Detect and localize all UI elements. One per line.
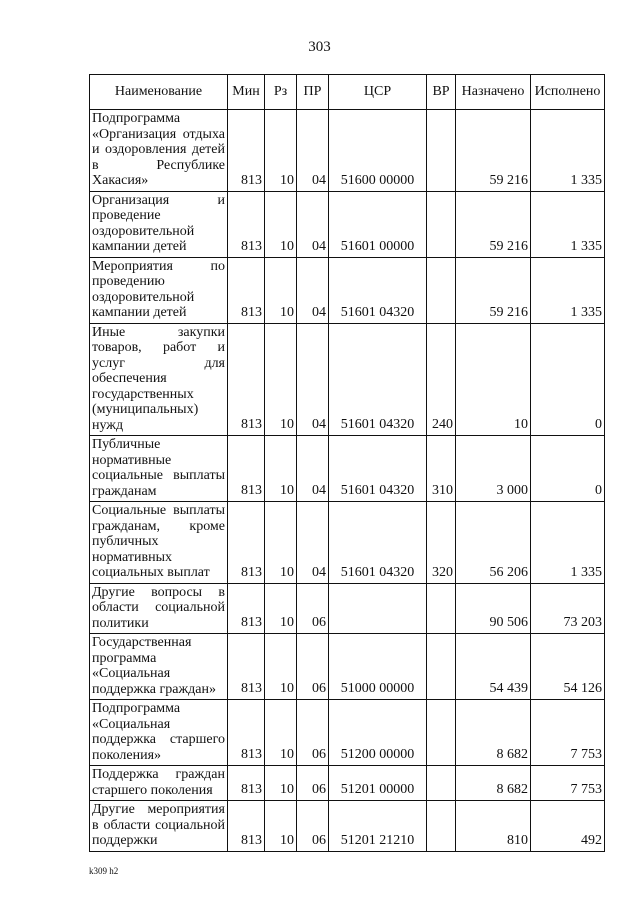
row-csr: 51601 04320 [329,502,427,584]
row-assigned: 810 [456,801,531,852]
row-rz: 10 [265,110,297,192]
row-vr: 240 [427,323,456,436]
header-rz: Рз [265,75,297,110]
table-header [90,75,605,110]
row-pr: 06 [297,766,329,801]
page-number: 303 [308,39,331,55]
row-csr: 51601 04320 [329,436,427,502]
table-row [90,634,605,700]
row-vr [427,257,456,323]
row-rz: 10 [265,436,297,502]
row-min: 813 [228,700,265,766]
footer-code: k309 h2 [89,866,119,876]
table-row [90,801,605,852]
header-pr: ПР [297,75,329,110]
row-pr: 04 [297,191,329,257]
row-executed: 54 126 [531,634,605,700]
row-executed: 492 [531,801,605,852]
row-csr: 51201 21210 [329,801,427,852]
row-assigned: 59 216 [456,257,531,323]
row-csr: 51601 04320 [329,323,427,436]
row-csr: 51201 00000 [329,766,427,801]
row-rz: 10 [265,700,297,766]
row-min: 813 [228,191,265,257]
row-min: 813 [228,502,265,584]
row-csr [329,583,427,634]
table-row [90,436,605,502]
row-name: Государственная программа «Социальная поддержка граждан» [90,634,228,700]
row-executed: 1 335 [531,191,605,257]
row-executed: 73 203 [531,583,605,634]
row-vr [427,700,456,766]
row-name: Иные закупки товаров, работ и услуг для обеспечения государственных (муниципальных) нужд [90,323,228,436]
row-name: Подпрограмма «Организация отдыха и оздоровления детей в Республике Хакасия» [90,110,228,192]
row-rz: 10 [265,323,297,436]
row-rz: 10 [265,191,297,257]
row-executed: 0 [531,436,605,502]
budget-table [89,74,605,852]
row-name: Социальные выплаты гражданам, кроме публичных нормативных социальных выплат [90,502,228,584]
header-vr: ВР [427,75,456,110]
row-vr [427,110,456,192]
row-csr: 51200 00000 [329,700,427,766]
table-row [90,766,605,801]
row-pr: 04 [297,257,329,323]
row-name: Другие вопросы в области социальной политики [90,583,228,634]
row-assigned: 59 216 [456,110,531,192]
row-assigned: 56 206 [456,502,531,584]
header-name: Наименование [90,75,228,110]
table-row [90,110,605,192]
row-vr [427,191,456,257]
header-csr: ЦСР [329,75,427,110]
row-rz: 10 [265,502,297,584]
row-assigned: 90 506 [456,583,531,634]
row-assigned: 10 [456,323,531,436]
row-assigned: 54 439 [456,634,531,700]
row-name: Поддержка граждан старшего поколения [90,766,228,801]
row-name: Подпрограмма «Социальная поддержка старшего поколения» [90,700,228,766]
row-vr [427,583,456,634]
row-pr: 04 [297,110,329,192]
table-row [90,191,605,257]
table-row [90,700,605,766]
row-name: Публичные нормативные социальные выплаты гражданам [90,436,228,502]
row-pr: 04 [297,436,329,502]
header-min: Мин [228,75,265,110]
row-vr [427,634,456,700]
row-pr: 04 [297,502,329,584]
row-rz: 10 [265,634,297,700]
row-min: 813 [228,766,265,801]
row-name: Другие мероприятия в области социальной поддержки [90,801,228,852]
row-min: 813 [228,436,265,502]
row-executed: 1 335 [531,257,605,323]
header-executed: Исполнено [531,75,605,110]
row-rz: 10 [265,583,297,634]
row-vr [427,801,456,852]
table-row [90,583,605,634]
row-min: 813 [228,801,265,852]
header-assigned: Назначено [456,75,531,110]
row-executed: 1 335 [531,110,605,192]
row-csr: 51601 00000 [329,191,427,257]
row-assigned: 8 682 [456,766,531,801]
row-vr [427,766,456,801]
row-pr: 06 [297,634,329,700]
row-min: 813 [228,634,265,700]
row-executed: 1 335 [531,502,605,584]
row-vr: 320 [427,502,456,584]
row-rz: 10 [265,257,297,323]
row-executed: 7 753 [531,766,605,801]
header-row [90,75,605,110]
row-min: 813 [228,323,265,436]
row-assigned: 59 216 [456,191,531,257]
row-pr: 06 [297,700,329,766]
table-row [90,323,605,436]
table-body [90,110,605,852]
row-vr: 310 [427,436,456,502]
table-row [90,257,605,323]
row-min: 813 [228,583,265,634]
row-min: 813 [228,110,265,192]
row-csr: 51600 00000 [329,110,427,192]
row-name: Организация и проведение оздоровительной кампании детей [90,191,228,257]
row-executed: 0 [531,323,605,436]
row-assigned: 8 682 [456,700,531,766]
row-executed: 7 753 [531,700,605,766]
row-rz: 10 [265,766,297,801]
row-csr: 51000 00000 [329,634,427,700]
row-name: Мероприятия по проведению оздоровительной кампании детей [90,257,228,323]
row-min: 813 [228,257,265,323]
row-pr: 06 [297,583,329,634]
row-csr: 51601 04320 [329,257,427,323]
table-row [90,502,605,584]
row-assigned: 3 000 [456,436,531,502]
row-rz: 10 [265,801,297,852]
row-pr: 04 [297,323,329,436]
row-pr: 06 [297,801,329,852]
